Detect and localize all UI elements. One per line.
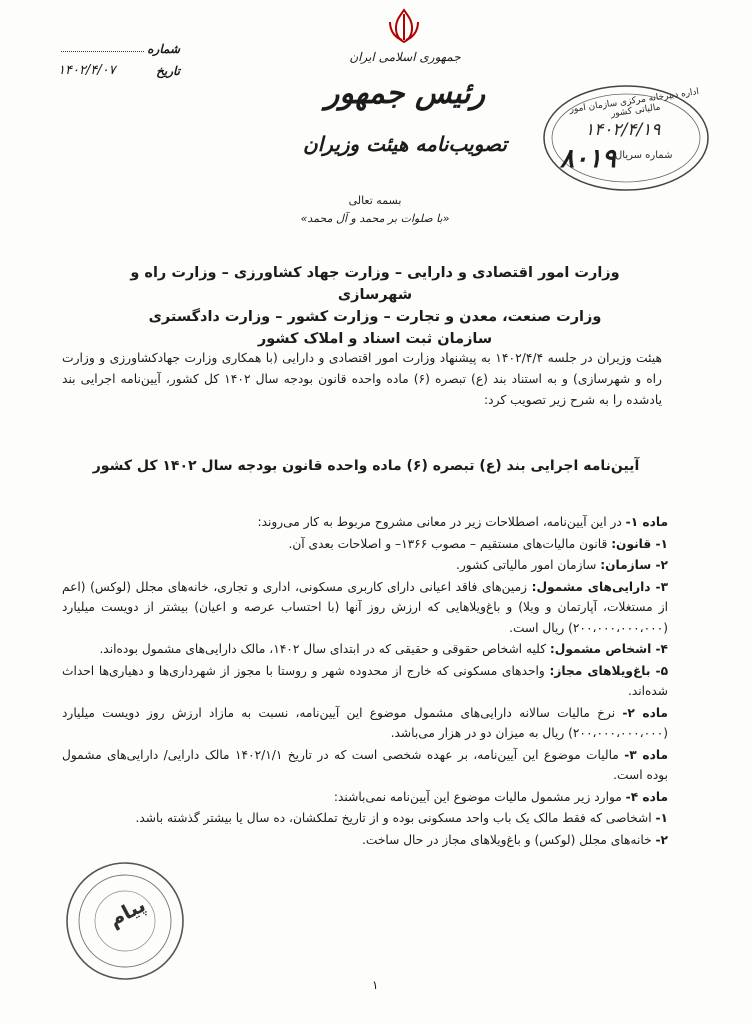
page-number: ۱ [372, 978, 379, 992]
recipients-block [120, 262, 630, 350]
recipients-line: سازمان ثبت اسناد و املاک کشور [257, 331, 493, 347]
intro-paragraph: هیئت وزیران در جلسه ۱۴۰۲/۴/۴ به پیشنهاد وزارت امور اقتصادی و دارایی (با همکاری وزارت جهادکشاورزی و وزارت راه و شهرسازی) و به استناد بند (ع) تبصره (۶) ماده واحده قانون بودجه سال ۱۴۰۲ کل کشور، آیین‌نامه اجرایی بند یادشده را به شرح زیر تصویب کرد: [62, 351, 662, 407]
received-stamp-title: اداره دبیرخانه مرکزی سازمان امور مالیاتی کشور [568, 87, 700, 120]
president-title: رئیس جمهور [324, 76, 486, 111]
date-label: تاریخ [156, 64, 180, 78]
clause-item [62, 577, 668, 639]
recipients-line: وزارت صنعت، معدن و تجارت – وزارت کشور – وزارت دادگستری [148, 309, 602, 325]
clause-head: ۴- اشخاص مشمول: [549, 642, 668, 656]
basmala: بسمه تعالی [348, 194, 402, 207]
number-row [58, 34, 180, 56]
number-label: شماره [147, 42, 180, 56]
clause-head: ۲- سازمان: [600, 558, 668, 572]
republic-title: جمهوری اسلامی ایران [349, 50, 461, 64]
clause-item [62, 555, 668, 576]
recipients-line: وزارت امور اقتصادی و دارایی – وزارت جهاد کشاورزی – وزارت راه و شهرسازی [130, 265, 620, 303]
received-stamp-date: ۱۴۰۲/۴/۱۹ [585, 120, 661, 140]
payam-stamp-word: پیام [104, 892, 150, 932]
clause-head: ماده ۱- [625, 515, 668, 529]
clause-item [62, 787, 668, 808]
clause-head: ۵- باغ‌ویلاهای مجاز: [549, 663, 669, 678]
number-dots [61, 51, 144, 52]
clause-head: ۱- قانون: [611, 536, 668, 551]
clause-item [62, 703, 668, 744]
clauses-list [62, 512, 668, 851]
salawat: «با صلوات بر محمد و آل محمد» [300, 212, 450, 225]
received-stamp-serial-label: شماره سریال [615, 150, 673, 161]
number-date-block [58, 34, 180, 78]
clause-head: ماده ۲- [622, 705, 668, 720]
clause-head: ۱- [655, 811, 668, 825]
clause-item [62, 512, 668, 533]
clause-text: کلیه اشخاص حقوقی و حقیقی که در ابتدای سال ۱۴۰۲، مالک دارایی‌های مشمول بوده‌اند. [99, 642, 550, 656]
clause-head: ماده ۴- [625, 789, 668, 804]
clause-item [62, 661, 668, 702]
clause-text: مالیات موضوع این آیین‌نامه، بر عهده شخصی است که در تاریخ ۱۴۰۲/۱/۱ مالک دارایی/ دارایی‌های مشمول بوده است. [62, 747, 668, 782]
clause-text: در این آیین‌نامه، اصطلاحات زیر در معانی مشروح مربوط به کار می‌روند: [257, 515, 626, 529]
iran-emblem-icon [382, 6, 426, 46]
clause-text: نرخ مالیات سالانه دارایی‌های مشمول موضوع این آیین‌نامه، نسبت به مازاد ارزش روز دویست میلیارد (۲۰۰،۰۰۰،۰۰۰،۰۰۰) ریال به میزان دو در هزار می‌باشد. [62, 705, 668, 740]
clause-text: سازمان امور مالیاتی کشور. [456, 558, 601, 572]
clause-text: خانه‌های مجلل (لوکس) و باغ‌ویلاهای مجاز در حال ساخت. [362, 832, 656, 847]
clause-item [62, 639, 668, 660]
date-value: ۱۴۰۲/۴/۰۷ [58, 63, 116, 78]
clause-item [62, 808, 668, 829]
clause-text: واحدهای مسکونی که خارج از محدوده شهر و روستا با مجوز از شهرداری‌ها و دهیاری‌ها احداث شده‌اند. [62, 663, 668, 698]
clause-head: ۲- [655, 832, 668, 847]
clause-item [62, 830, 668, 851]
clause-text: موارد زیر مشمول مالیات موضوع این آیین‌نامه نمی‌باشند: [333, 789, 626, 804]
clause-item [62, 534, 668, 555]
received-stamp-serial-number: ۸۰۱۹ [560, 144, 616, 174]
clause-head: ۳- دارایی‌های مشمول: [531, 579, 669, 594]
bylaw-title: آیین‌نامه اجرایی بند (ع) تبصره (۶) ماده واحده قانون بودجه سال ۱۴۰۲ کل کشور [92, 458, 640, 474]
date-row [58, 56, 180, 78]
cabinet-decree-title: تصویب‌نامه هیئت وزیران [303, 132, 507, 156]
clause-text: قانون مالیات‌های مستقیم – مصوب ۱۳۶۶– و اصلاحات بعدی آن. [288, 536, 612, 551]
clause-text: اشخاصی که فقط مالک یک باب واحد مسکونی بوده و از تاریخ تملکشان، ده سال یا بیشتر گذشته باشد. [135, 811, 656, 825]
clause-item [62, 745, 668, 786]
clause-text: زمین‌های فاقد اعیانی دارای کاربری مسکونی، اداری و تجاری، خانه‌های مجلل (لوکس) (اعم از مستغلات، آپارتمان و ویلا) و باغ‌ویلاهایی که ارزش روز آنها (با احتساب عرصه و اعیان) بیشتر از دویست میلیارد (۲۰۰،۰۰۰،۰۰۰،۰۰۰) ریال است. [62, 579, 668, 635]
clause-head: ماده ۳- [624, 747, 668, 762]
